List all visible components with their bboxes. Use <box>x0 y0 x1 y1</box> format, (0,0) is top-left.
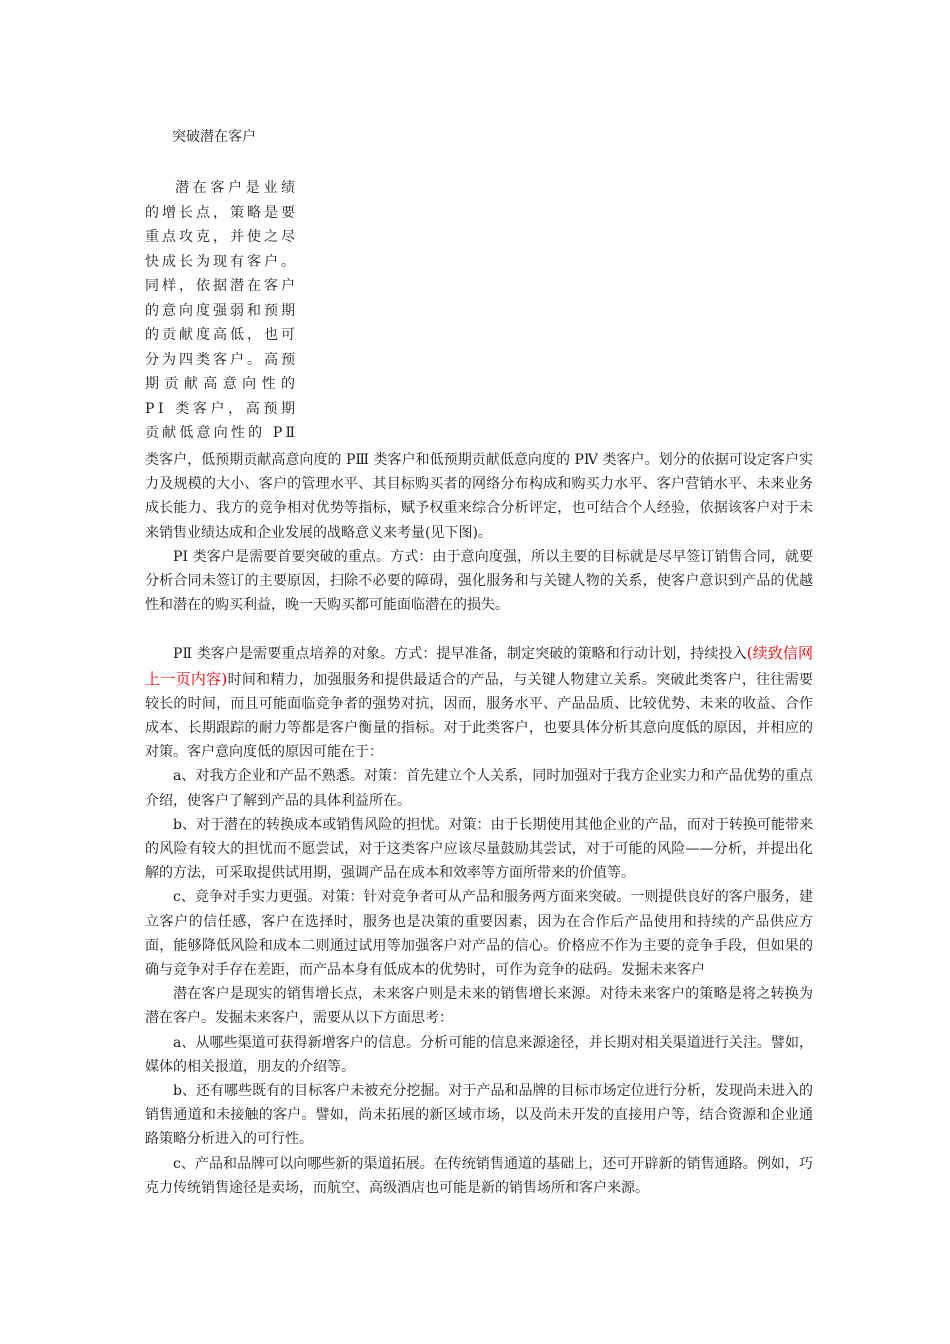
paragraph-future-a: a、从哪些渠道可获得新增客户的信息。分析可能的信息来源途径，并长期对相关渠道进行关注。譬如，媒体的相关报道，朋友的介绍等。 <box>145 1034 813 1075</box>
paragraph-reason-a: a、对我方企业和产品不熟悉。对策：首先建立个人关系，同时加强对于我方企业实力和产品优势的重点介绍，使客户了解到产品的具体利益所在。 <box>145 768 813 809</box>
paragraph-future-b: b、还有哪些既有的目标客户未被充分挖掘。对于产品和品牌的目标市场定位进行分析，发现尚未进入的销售通道和未接触的客户。譬如，尚未拓展的新区域市场，以及尚未开发的直接用户等，结合资源和企业通路策略分析进入的可行性。 <box>145 1083 813 1148</box>
narrow-line: 期贡献高意向性的 <box>145 376 295 392</box>
narrow-line: PⅠ 类客户，高预期 <box>145 400 295 417</box>
page-title: 突破潜在客户 <box>172 129 256 145</box>
p2-text-after: 时间和精力，加强服务和提供最适合的产品，与关键人物建立关系。突破此类客户，往往需要较长的时间，而且可能面临竞争者的强势对抗，因而，服务水平、产品品质、比较优势、未来的收益、合作成本、长期跟踪的耐力等都是客户衡量的指标。对于此类客户，也要具体分析其意向度低的原因，并相应的对策。客户意向度低的原因可能在于： <box>145 671 813 761</box>
paragraph-classification: 类客户，低预期贡献高意向度的 PⅢ 类客户和低预期贡献低意向度的 PⅣ 类客户。划分的依据可设定客户实力及规模的大小、客户的管理水平、其目标购买者的网络分布构成和购买力水平、客户营销水平、未来业务成长能力、我方的竞争相对优势等指标，赋予权重来综合分析评定，也可结合个人经验，依据该客户对于未来销售业绩达成和企业发展的战略意义来考量(见下图)。 <box>145 452 813 541</box>
paragraph-reason-c: c、竞争对手实力更强。对策：针对竞争者可从产品和服务两方面来突破。一则提供良好的客户服务，建立客户的信任感，客户在选择时，服务也是决策的重要因素，因为在合作后产品使用和持续的产品供应方面，能够降低风险和成本二则通过试用等加强客户对产品的信心。价格应不作为主要的竞争手段，但如果的确与竞争对手存在差距，而产品本身有低成本的优势时，可作为竞争的砝码。发掘未来客户 <box>145 889 813 979</box>
narrow-line: 快成长为现有客户。 <box>145 253 295 270</box>
paragraph-p1-customers: PⅠ 类客户是需要首要突破的重点。方式：由于意向度强，所以主要的目标就是尽早签订销售合同，就要分析合同未签订的主要原因，扫除不必要的障碍，强化服务和与关键人物的关系，使客户意识到产品的优越性和潜在的购买利益，晚一天购买都可能面临潜在的损失。 <box>145 548 813 614</box>
narrow-line: 同样，依据潜在客户 <box>145 278 295 294</box>
body-text <box>145 448 813 1200</box>
narrow-line: 贡献低意向性的 PⅡ <box>145 425 295 441</box>
narrow-line: 潜在客户是业绩 <box>175 180 295 196</box>
narrow-line: 的贡献度高低，也可 <box>145 327 295 343</box>
narrow-line: 的意向度强弱和预期 <box>145 302 295 319</box>
paragraph-reason-b: b、对于潜在的转换成本或销售风险的担忧。对策：由于长期使用其他企业的产品，而对于转换可能带来的风险有较大的担忧而不愿尝试，对于这类客户应该尽量鼓励其尝试，对于可能的风险——分析，并提出化解的方法，可采取提供试用期，强调产品在成本和效率等方面所带来的价值等。 <box>145 816 813 882</box>
narrow-line: 的增长点，策略是要 <box>145 204 295 221</box>
narrow-line: 重点攻克，并使之尽 <box>145 229 295 245</box>
paragraph-future-customers: 潜在客户是现实的销售增长点，未来客户则是未来的销售增长来源。对待未来客户的策略是将之转换为潜在客户。发掘未来客户，需要从以下方面思考： <box>145 986 813 1027</box>
continued-link[interactable]: (续致信网上一页内容) <box>145 644 814 688</box>
paragraph-future-c: c、产品和品牌可以向哪些新的渠道拓展。在传统销售通道的基础上，还可开辟新的销售通路。例如，巧克力传统销售途径是卖场，而航空、高级酒店也可能是新的销售场所和客户来源。 <box>145 1155 813 1196</box>
p2-text-before: PⅡ 类客户是需要重点培养的对象。方式：提早准备，制定突破的策略和行动计划，持续投入 <box>173 646 747 663</box>
narrow-text-column <box>145 176 295 446</box>
narrow-line: 分为四类客户。高预 <box>145 351 295 368</box>
paragraph-p2-customers <box>145 641 813 764</box>
